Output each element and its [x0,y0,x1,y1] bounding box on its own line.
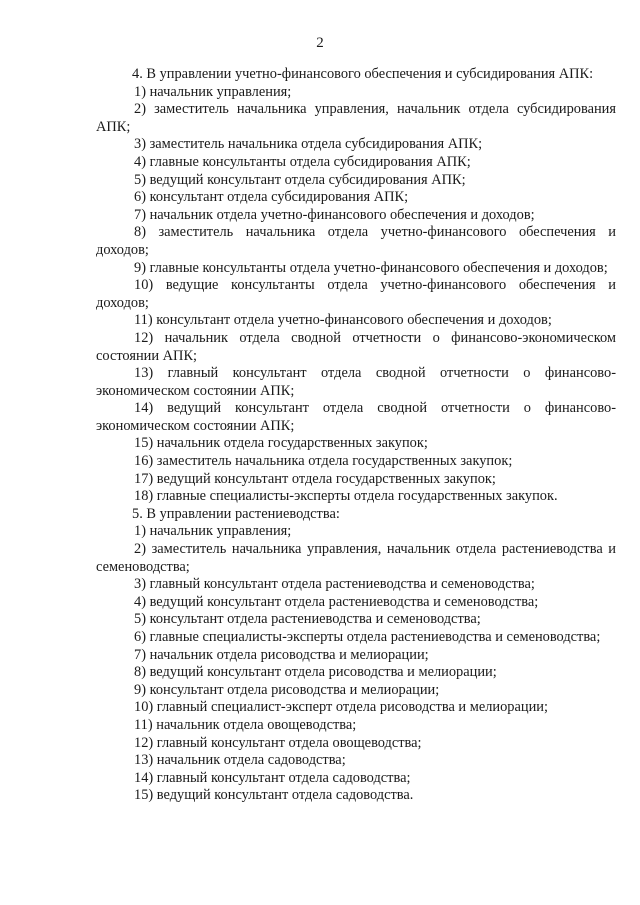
section-heading: 4. В управлении учетно-финансового обеспечения и субсидирования АПК: [132,66,594,82]
list-item: 15) ведущий консультант отдела садоводства. [134,787,414,804]
list-item: 3) главный консультант отдела растениеводства и семеноводства; [134,576,535,593]
list-item: 1) начальник управления; [134,83,292,100]
list-item: 9) консультант отдела рисоводства и мелиорации; [134,681,440,698]
list-item: 11) консультант отдела учетно-финансового обеспечения и доходов; [134,312,552,329]
list-item: 5) консультант отдела растениеводства и семеноводства; [134,611,481,628]
list-item: 4) главные консультанты отдела субсидирования АПК; [134,153,471,170]
list-item: 2) заместитель начальника управления, начальник отдела субсидирования АПК; [96,101,616,135]
section-heading: 5. В управлении растениеводства: [132,505,340,522]
list-item: 15) начальник отдела государственных закупок; [134,435,428,452]
list-item: 10) ведущие консультанты отдела учетно-финансового обеспечения и доходов; [96,277,616,311]
document-body [96,66,616,805]
list-item: 9) главные консультанты отдела учетно-финансового обеспечения и доходов; [134,259,608,276]
page-number: 2 [316,35,324,51]
list-item: 6) главные специалисты-эксперты отдела растениеводства и семеноводства; [134,629,601,645]
list-item: 13) главный консультант отдела сводной отчетности о финансово-экономическом состоянии АПК; [96,365,616,399]
list-item: 5) ведущий консультант отдела субсидирования АПК; [134,171,466,188]
list-item: 13) начальник отдела садоводства; [134,752,346,769]
list-item: 8) ведущий консультант отдела рисоводства и мелиорации; [134,664,497,681]
list-item: 7) начальник отдела учетно-финансового обеспечения и доходов; [134,206,535,223]
list-item: 7) начальник отдела рисоводства и мелиорации; [134,646,429,663]
list-item: 17) ведущий консультант отдела государственных закупок; [134,470,496,487]
list-item: 2) заместитель начальника управления, начальник отдела растениеводства и семеноводства; [96,541,616,575]
list-item: 10) главный специалист-эксперт отдела рисоводства и мелиорации; [134,699,548,716]
list-item: 8) заместитель начальника отдела учетно-финансового обеспечения и доходов; [96,224,616,258]
list-item: 3) заместитель начальника отдела субсидирования АПК; [134,136,483,153]
list-item: 12) главный консультант отдела овощеводства; [134,734,422,751]
list-item: 16) заместитель начальника отдела государственных закупок; [134,453,513,470]
list-item: 11) начальник отдела овощеводства; [134,716,357,733]
list-item: 4) ведущий консультант отдела растениеводства и семеноводства; [134,593,539,610]
list-item: 14) главный консультант отдела садоводства; [134,769,411,786]
list-item: 1) начальник управления; [134,523,292,540]
list-item: 6) консультант отдела субсидирования АПК; [134,189,409,206]
list-item: 14) ведущий консультант отдела сводной отчетности о финансово-экономическом состоянии АПК; [96,400,616,434]
list-item: 12) начальник отдела сводной отчетности о финансово-экономическом состоянии АПК; [96,329,616,364]
list-item: 18) главные специалисты-эксперты отдела государственных закупок. [134,488,558,505]
